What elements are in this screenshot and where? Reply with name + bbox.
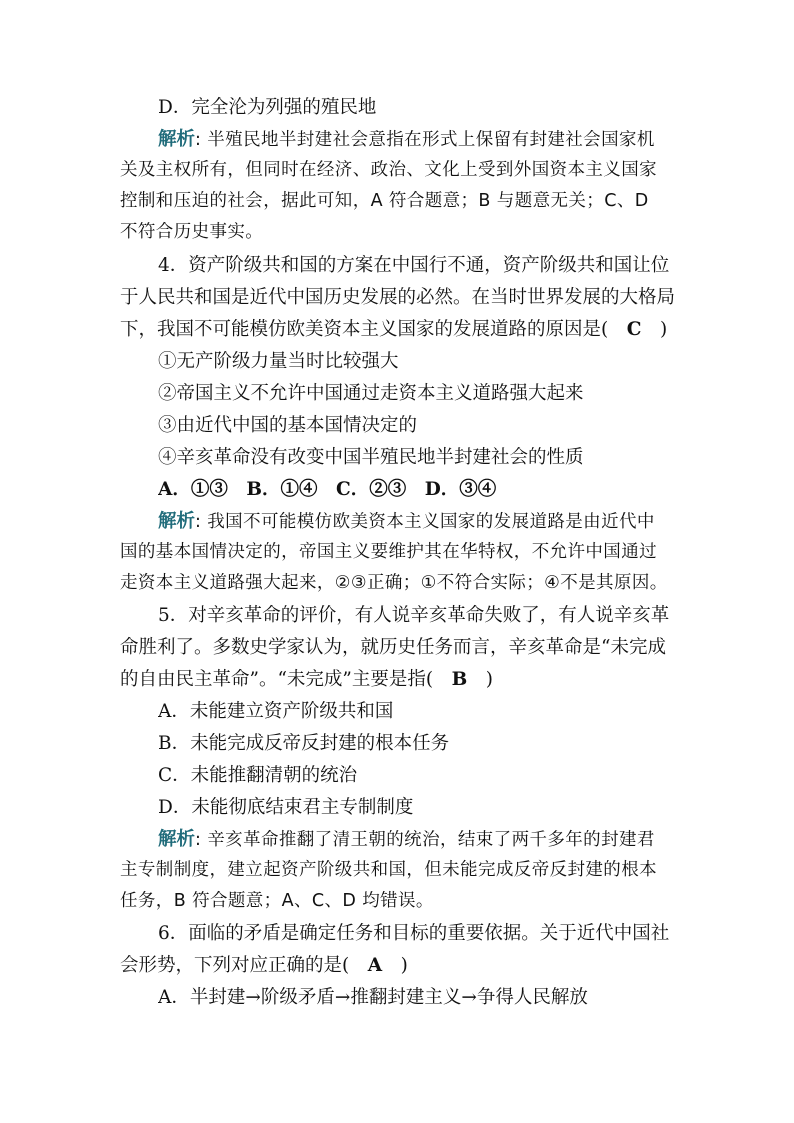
- q4-item-2: ②帝国主义不允许中国通过走资本主义道路强大起来: [158, 383, 584, 404]
- question-4-close: ): [641, 319, 668, 340]
- q4-item-4: ④辛亥革命没有改变中国半殖民地半封建社会的性质: [158, 447, 584, 468]
- question-4-line-1: 4．资产阶级共和国的方案在中国行不通，资产阶级共和国让位: [158, 255, 670, 276]
- analysis-q3-line-1: [158, 124, 680, 156]
- question-4-line-3: [120, 314, 680, 345]
- analysis-label: 解析: [158, 129, 196, 150]
- q6-option-a: A．半封建→阶级矛盾→推翻封建主义→争得人民解放: [158, 987, 588, 1008]
- question-4-answer: C: [626, 319, 642, 340]
- question-6-stem-end: 会形势，下列对应正确的是(: [120, 955, 368, 976]
- analysis-q4-line-3: 走资本主义道路强大起来，②③正确；①不符合实际；④不是其原因。: [120, 573, 668, 593]
- question-5-stem-end: 的自由民主革命”。“未完成”主要是指(: [120, 669, 452, 690]
- q4-options: A．①③ B．①④ C．②③ D．③④: [158, 479, 497, 500]
- question-6-answer: A: [367, 955, 383, 976]
- q5-option-a: A．未能建立资产阶级共和国: [158, 701, 394, 722]
- analysis-text: : 辛亥革命推翻了清王朝的统治，结束了两千多年的封建君: [195, 830, 655, 850]
- q4-item-1: ①无产阶级力量当时比较强大: [158, 351, 399, 372]
- analysis-q3-line-3: 控制和压迫的社会，据此可知，A 符合题意；B 与题意无关；C、D: [120, 191, 649, 211]
- q5-option-c: C．未能推翻清朝的统治: [158, 765, 358, 786]
- analysis-text: : 我国不可能模仿欧美资本主义国家的发展道路是由近代中: [195, 512, 655, 532]
- question-4-stem-end: 下，我国不可能模仿欧美资本主义国家的发展道路的原因是(: [120, 319, 627, 340]
- analysis-label: 解析: [158, 829, 196, 850]
- question-5-answer: B: [451, 669, 468, 690]
- analysis-q4-line-2: 国的基本国情决定的，帝国主义要维护其在华特权，不允许中国通过: [120, 542, 657, 562]
- analysis-q5-line-2: 主专制制度，建立起资产阶级共和国，但未能完成反帝反封建的根本: [120, 860, 657, 880]
- analysis-label: 解析: [158, 511, 196, 532]
- analysis-q3-line-4: 不符合历史事实。: [120, 222, 264, 242]
- q4-item-3: ③由近代中国的基本国情决定的: [158, 415, 418, 436]
- q5-option-d: D．未能彻底结束君主专制制度: [158, 797, 414, 818]
- question-6-line-1: 6．面临的矛盾是确定任务和目标的重要依据。关于近代中国社: [158, 923, 670, 944]
- question-6-line-2: [120, 950, 680, 981]
- question-4-line-2: 于人民共和国是近代中国历史发展的必然。在当时世界发展的大格局: [120, 287, 676, 308]
- question-5-close: ): [467, 669, 493, 690]
- analysis-q4-line-1: [158, 506, 680, 538]
- q5-option-b: B．未能完成反帝反封建的根本任务: [158, 733, 450, 754]
- analysis-text: : 半殖民地半封建社会意指在形式上保留有封建社会国家机: [195, 130, 655, 150]
- analysis-q5-line-3: 任务，B 符合题意；A、C、D 均错误。: [120, 891, 434, 911]
- analysis-q3-line-2: 关及主权所有，但同时在经济、政治、文化上受到外国资本主义国家: [120, 160, 657, 180]
- option-d-q3: D．完全沦为列强的殖民地: [158, 97, 377, 118]
- question-6-close: ): [382, 955, 408, 976]
- analysis-q5-line-1: [158, 824, 680, 856]
- question-5-line-3: [120, 664, 680, 695]
- question-5-line-1: 5．对辛亥革命的评价，有人说辛亥革命失败了，有人说辛亥革: [158, 605, 670, 626]
- question-5-line-2: 命胜利了。多数史学家认为，就历史任务而言，辛亥革命是“未完成: [120, 637, 666, 658]
